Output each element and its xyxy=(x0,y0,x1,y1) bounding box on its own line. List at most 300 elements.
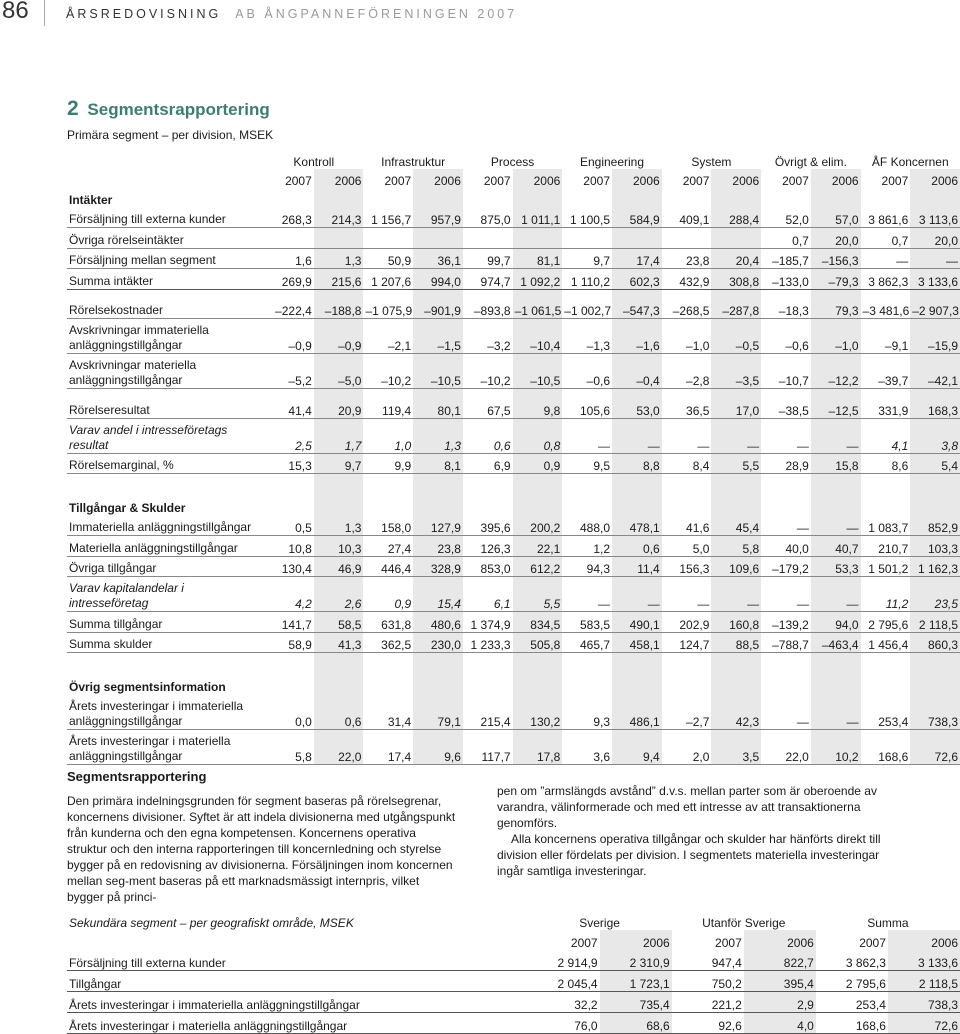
cell-value: 215,6 xyxy=(314,269,364,290)
cell-value: 2 310,9 xyxy=(600,950,672,971)
row-label: Avskrivningar immateriella anläggningstillgångar xyxy=(67,319,264,354)
cell-value: 3 862,3 xyxy=(816,950,888,971)
cell-value: 490,1 xyxy=(612,612,662,633)
geo-table-body xyxy=(67,950,960,1034)
cell-value: 156,3 xyxy=(662,556,712,577)
cell-value: –2 907,3 xyxy=(910,299,960,319)
cell-value: –156,3 xyxy=(811,248,861,269)
cell-value: –1,0 xyxy=(662,319,712,354)
geo-year-header: 2007 xyxy=(570,936,598,950)
table-row xyxy=(67,729,960,764)
division-header: System xyxy=(691,155,732,169)
cell-value: 738,3 xyxy=(888,992,960,1013)
cell-value: 253,4 xyxy=(861,695,911,730)
cell-value xyxy=(761,188,811,208)
division-header-row xyxy=(67,150,960,169)
cell-value xyxy=(612,188,662,208)
cell-value: 395,6 xyxy=(463,516,513,536)
cell-value: 23,8 xyxy=(413,536,463,557)
cell-value: –0,5 xyxy=(711,319,761,354)
cell-value: 76,0 xyxy=(528,1013,600,1034)
cell-value: 631,8 xyxy=(363,612,413,633)
cell-value xyxy=(264,228,314,249)
cell-value: 409,1 xyxy=(662,208,712,228)
cell-value: 0,7 xyxy=(861,228,911,249)
table-row xyxy=(67,695,960,730)
cell-value xyxy=(861,675,911,695)
cell-value: 2 118,5 xyxy=(888,971,960,992)
spacer-row xyxy=(67,474,960,497)
cell-value: 3 133,6 xyxy=(910,269,960,290)
cell-value: 1 110,2 xyxy=(562,269,612,290)
table-row xyxy=(67,950,960,971)
cell-value: 834,5 xyxy=(513,612,563,633)
section-subtitle: Primära segment – per division, MSEK xyxy=(67,128,274,142)
cell-value xyxy=(413,675,463,695)
table-row xyxy=(67,516,960,536)
cell-value: 269,9 xyxy=(264,269,314,290)
cell-value xyxy=(861,496,911,516)
cell-value: 9,8 xyxy=(513,398,563,418)
cell-value: 27,4 xyxy=(363,536,413,557)
cell-value: 750,2 xyxy=(672,971,744,992)
cell-value: 8,6 xyxy=(861,453,911,474)
cell-value: 2 914,9 xyxy=(528,950,600,971)
table-row xyxy=(67,675,960,695)
cell-value xyxy=(612,675,662,695)
cell-value: 268,3 xyxy=(264,208,314,228)
cell-value: 22,0 xyxy=(314,729,364,764)
cell-value: –3,2 xyxy=(463,319,513,354)
cell-value: 3 133,6 xyxy=(888,950,960,971)
cell-value: 5,5 xyxy=(711,453,761,474)
cell-value: 446,4 xyxy=(363,556,413,577)
cell-value: 105,6 xyxy=(562,398,612,418)
cell-value: –1,3 xyxy=(562,319,612,354)
cell-value: 15,8 xyxy=(811,453,861,474)
cell-value xyxy=(711,188,761,208)
cell-value xyxy=(910,496,960,516)
geo-year-row xyxy=(67,930,960,950)
cell-value: 160,8 xyxy=(711,612,761,633)
cell-value: 9,6 xyxy=(413,729,463,764)
geo-year-header: 2006 xyxy=(931,936,958,950)
section-number: 2 xyxy=(67,97,79,120)
cell-value: 109,6 xyxy=(711,556,761,577)
cell-value: 11,2 xyxy=(861,577,911,612)
row-label: Rörelsemarginal, % xyxy=(67,453,264,474)
page-header xyxy=(0,0,960,26)
cell-value: 0,6 xyxy=(463,418,513,453)
cell-value: 2 045,4 xyxy=(528,971,600,992)
cell-value: 4,0 xyxy=(744,1013,816,1034)
cell-value: 6,1 xyxy=(463,577,513,612)
row-label: Rörelsekostnader xyxy=(67,299,264,319)
cell-value xyxy=(264,496,314,516)
cell-value: –547,3 xyxy=(612,299,662,319)
dash-value: — xyxy=(761,516,811,536)
cell-value: 5,5 xyxy=(513,577,563,612)
row-label: Varav andel i intresseföretags resultat xyxy=(67,418,264,453)
cell-value: 72,6 xyxy=(910,729,960,764)
cell-value: 28,9 xyxy=(761,453,811,474)
cell-value: 0,6 xyxy=(612,536,662,557)
dash-value: — xyxy=(761,695,811,730)
cell-value: –1,0 xyxy=(811,319,861,354)
cell-value: 158,0 xyxy=(363,516,413,536)
cell-value: 88,5 xyxy=(711,632,761,653)
cell-value xyxy=(761,675,811,695)
cell-value: –0,4 xyxy=(612,354,662,389)
cell-value: 23,8 xyxy=(662,248,712,269)
cell-value: 505,8 xyxy=(513,632,563,653)
cell-value xyxy=(761,496,811,516)
cell-value: 0,9 xyxy=(363,577,413,612)
cell-value: 79,3 xyxy=(811,299,861,319)
notes-title: Segmentsrapportering xyxy=(67,769,207,784)
cell-value: 602,3 xyxy=(612,269,662,290)
cell-value: 92,6 xyxy=(672,1013,744,1034)
cell-value: 9,7 xyxy=(314,453,364,474)
cell-value: 40,7 xyxy=(811,536,861,557)
cell-value: –3 481,6 xyxy=(861,299,911,319)
table-row xyxy=(67,228,960,249)
geo-group-header: Summa xyxy=(867,916,909,930)
table-row xyxy=(67,208,960,228)
cell-value xyxy=(513,228,563,249)
cell-value: –1 075,9 xyxy=(363,299,413,319)
company-name: AB ÅNGPANNEFÖRENINGEN 2007 xyxy=(235,7,518,21)
cell-value: 57,0 xyxy=(811,208,861,228)
cell-value: 583,5 xyxy=(562,612,612,633)
cell-value: 52,0 xyxy=(761,208,811,228)
year-header: 2006 xyxy=(931,174,958,188)
cell-value: 15,3 xyxy=(264,453,314,474)
cell-value: 2,0 xyxy=(662,729,712,764)
notes-paragraph-1: Den primära indelningsgrunden för segment baseras på rörelsegrenar, koncernens divisioner. Syftet är att indela divisionerna med utgångspunkt från kunderna och den egna kompetensen. Koncernens operativa struktur och den interna rapporteringen till koncernledning och styrelse bygger på en redovisning av divisionerna. Försäljningen inom koncernen mellan seg-ment baseras på ett marknadsmässigt internpris, vilket bygger på princi- xyxy=(67,794,456,904)
cell-value: –12,5 xyxy=(811,398,861,418)
cell-value: 4,2 xyxy=(264,577,314,612)
cell-value: –38,5 xyxy=(761,398,811,418)
cell-value: 117,7 xyxy=(463,729,513,764)
page-number: 86 xyxy=(2,0,29,24)
division-header: Infrastruktur xyxy=(381,155,446,169)
division-header: Övrigt & elim. xyxy=(774,155,847,169)
dash-value: — xyxy=(711,418,761,453)
cell-value: 458,1 xyxy=(612,632,662,653)
cell-value: 1,7 xyxy=(314,418,364,453)
cell-value: 20,4 xyxy=(711,248,761,269)
cell-value: 168,6 xyxy=(861,729,911,764)
cell-value: –893,8 xyxy=(463,299,513,319)
cell-value: –79,3 xyxy=(811,269,861,290)
cell-value: 1,6 xyxy=(264,248,314,269)
cell-value: 9,5 xyxy=(562,453,612,474)
table-row xyxy=(67,299,960,319)
geo-group-row xyxy=(67,910,960,930)
notes-column-1 xyxy=(67,793,457,905)
cell-value xyxy=(562,228,612,249)
cell-value: 1 162,3 xyxy=(910,556,960,577)
cell-value: 584,9 xyxy=(612,208,662,228)
year-header-row xyxy=(67,169,960,188)
cell-value xyxy=(662,496,712,516)
cell-value: –901,9 xyxy=(413,299,463,319)
cell-value: 130,2 xyxy=(513,695,563,730)
cell-value: –15,9 xyxy=(910,319,960,354)
cell-value xyxy=(264,188,314,208)
cell-value: 103,3 xyxy=(910,536,960,557)
cell-value: 8,4 xyxy=(662,453,712,474)
cell-value xyxy=(363,188,413,208)
year-header: 2007 xyxy=(583,174,610,188)
row-label: Årets investeringar i materiella anläggningstillgångar xyxy=(67,1013,528,1034)
cell-value: 17,4 xyxy=(363,729,413,764)
section-title-text: Segmentsrapportering xyxy=(87,100,270,119)
cell-value: 10,3 xyxy=(314,536,364,557)
cell-value xyxy=(463,228,513,249)
cell-value xyxy=(513,496,563,516)
cell-value: 168,3 xyxy=(910,398,960,418)
cell-value: 480,6 xyxy=(413,612,463,633)
cell-value: 486,1 xyxy=(612,695,662,730)
year-header: 2007 xyxy=(881,174,909,188)
cell-value: 215,4 xyxy=(463,695,513,730)
cell-value: 20,0 xyxy=(910,228,960,249)
cell-value: 875,0 xyxy=(463,208,513,228)
cell-value: 53,0 xyxy=(612,398,662,418)
dash-value: — xyxy=(711,577,761,612)
cell-value: 9,7 xyxy=(562,248,612,269)
cell-value: 2,9 xyxy=(744,992,816,1013)
cell-value: 94,3 xyxy=(562,556,612,577)
cell-value: 202,9 xyxy=(662,612,712,633)
table-row xyxy=(67,453,960,474)
cell-value: 5,8 xyxy=(711,536,761,557)
cell-value: 11,4 xyxy=(612,556,662,577)
table-row xyxy=(67,496,960,516)
cell-value: 1,3 xyxy=(314,248,364,269)
cell-value: 22,0 xyxy=(761,729,811,764)
cell-value xyxy=(413,188,463,208)
cell-value xyxy=(711,228,761,249)
segment-table xyxy=(67,150,960,765)
cell-value xyxy=(314,675,364,695)
geo-year-header: 2007 xyxy=(715,936,742,950)
cell-value: 1 011,1 xyxy=(513,208,563,228)
cell-value: –2,7 xyxy=(662,695,712,730)
cell-value: 8,1 xyxy=(413,453,463,474)
cell-value: 15,4 xyxy=(413,577,463,612)
cell-value: 362,5 xyxy=(363,632,413,653)
year-header: 2007 xyxy=(384,174,412,188)
division-header: ÅF Koncernen xyxy=(871,155,949,169)
cell-value: 214,3 xyxy=(314,208,364,228)
cell-value: –222,4 xyxy=(264,299,314,319)
row-label: Materiella anläggningstillgångar xyxy=(67,536,264,557)
row-label: Tillgångar xyxy=(67,971,528,992)
cell-value: –10,7 xyxy=(761,354,811,389)
dash-value: — xyxy=(562,577,612,612)
cell-value: 23,5 xyxy=(910,577,960,612)
row-label: Summa tillgångar xyxy=(67,612,264,633)
segment-table-body xyxy=(67,188,960,764)
notes-paragraph-3: Alla koncernens operativa tillgångar och skulder har hänförts direkt till division eller fördelats per division. I segmentets materiella investeringar ingår samtliga investeringar. xyxy=(497,832,881,878)
cell-value: –42,1 xyxy=(910,354,960,389)
year-header: 2007 xyxy=(285,174,312,188)
row-label: Övriga rörelseintäkter xyxy=(67,228,264,249)
table-row xyxy=(67,632,960,653)
cell-value xyxy=(513,675,563,695)
dash-value: — xyxy=(612,577,662,612)
cell-value: 822,7 xyxy=(744,950,816,971)
cell-value xyxy=(711,496,761,516)
cell-value xyxy=(811,496,861,516)
table-row xyxy=(67,269,960,290)
geo-year-header: 2007 xyxy=(859,936,886,950)
table-row xyxy=(67,418,960,453)
cell-value: –5,2 xyxy=(264,354,314,389)
notes-paragraph-2: pen om ”armslängds avstånd” d.v.s. mellan parter som är oberoende av varandra, välinformerade och med ett intresse av att transaktionerna genomförs. xyxy=(497,784,877,830)
cell-value: 42,3 xyxy=(711,695,761,730)
division-header: Process xyxy=(490,155,535,169)
cell-value: 2 795,6 xyxy=(861,612,911,633)
dash-value: — xyxy=(662,418,712,453)
geo-group-header: Utanför Sverige xyxy=(702,916,786,930)
dash-value: — xyxy=(861,248,911,269)
cell-value: 58,9 xyxy=(264,632,314,653)
cell-value: 3 113,6 xyxy=(910,208,960,228)
cell-value: 200,2 xyxy=(513,516,563,536)
cell-value: 124,7 xyxy=(662,632,712,653)
table-row xyxy=(67,398,960,418)
cell-value xyxy=(314,188,364,208)
cell-value: 947,4 xyxy=(672,950,744,971)
cell-value: –9,1 xyxy=(861,319,911,354)
cell-value: –0,6 xyxy=(562,354,612,389)
cell-value: –133,0 xyxy=(761,269,811,290)
cell-value xyxy=(562,496,612,516)
cell-value xyxy=(811,188,861,208)
notes-column-2 xyxy=(497,783,882,879)
cell-value: 80,1 xyxy=(413,398,463,418)
cell-value: –10,4 xyxy=(513,319,563,354)
cell-value: 612,2 xyxy=(513,556,563,577)
cell-value: 0,8 xyxy=(513,418,563,453)
row-label: Övriga tillgångar xyxy=(67,556,264,577)
year-header: 2006 xyxy=(732,174,760,188)
cell-value xyxy=(363,228,413,249)
cell-value: 253,4 xyxy=(816,992,888,1013)
geo-group-header: Sverige xyxy=(579,916,620,930)
dash-value: — xyxy=(761,418,811,453)
header-title xyxy=(66,7,517,21)
cell-value: –1,6 xyxy=(612,319,662,354)
year-header: 2006 xyxy=(831,174,859,188)
cell-value xyxy=(264,675,314,695)
cell-value: 478,1 xyxy=(612,516,662,536)
cell-value: 5,0 xyxy=(662,536,712,557)
cell-value xyxy=(662,675,712,695)
cell-value: –12,2 xyxy=(811,354,861,389)
cell-value: 230,0 xyxy=(413,632,463,653)
row-label: Avskrivningar materiella anläggningstillgångar xyxy=(67,354,264,389)
cell-value: 0,9 xyxy=(513,453,563,474)
cell-value: 0,0 xyxy=(264,695,314,730)
row-label: Rörelseresultat xyxy=(67,398,264,418)
cell-value: 853,0 xyxy=(463,556,513,577)
cell-value: 3 861,6 xyxy=(861,208,911,228)
row-label: Intäkter xyxy=(69,192,113,207)
cell-value: 488,0 xyxy=(562,516,612,536)
row-label: Övrig segmentsinformation xyxy=(69,679,226,694)
spacer-row xyxy=(67,653,960,676)
cell-value xyxy=(413,496,463,516)
cell-value: –179,2 xyxy=(761,556,811,577)
cell-value: 68,6 xyxy=(600,1013,672,1034)
table-row xyxy=(67,971,960,992)
row-label: Försäljning till externa kunder xyxy=(67,208,264,228)
cell-value: 1 083,7 xyxy=(861,516,911,536)
cell-value xyxy=(363,675,413,695)
cell-value xyxy=(463,496,513,516)
dash-value: — xyxy=(811,418,861,453)
dash-value: — xyxy=(612,418,662,453)
cell-value xyxy=(463,675,513,695)
cell-value: 328,9 xyxy=(413,556,463,577)
cell-value: 119,4 xyxy=(363,398,413,418)
cell-value: 308,8 xyxy=(711,269,761,290)
cell-value: 9,9 xyxy=(363,453,413,474)
cell-value: 40,0 xyxy=(761,536,811,557)
cell-value: 3,6 xyxy=(562,729,612,764)
cell-value: 1 100,5 xyxy=(562,208,612,228)
row-label: Varav kapitalandelar i intresseföretag xyxy=(67,577,264,612)
year-header: 2007 xyxy=(483,174,511,188)
year-header: 2006 xyxy=(633,174,660,188)
cell-value: 0,6 xyxy=(314,695,364,730)
cell-value: 3 862,3 xyxy=(861,269,911,290)
cell-value: 6,9 xyxy=(463,453,513,474)
table-row xyxy=(67,319,960,354)
cell-value: 36,5 xyxy=(662,398,712,418)
cell-value: –788,7 xyxy=(761,632,811,653)
row-label: Summa skulder xyxy=(67,632,264,653)
cell-value: 20,9 xyxy=(314,398,364,418)
division-header: Kontroll xyxy=(293,155,335,169)
row-label: Årets investeringar i immateriella anläggningstillgångar xyxy=(67,695,264,730)
cell-value: 79,1 xyxy=(413,695,463,730)
dash-value: — xyxy=(562,418,612,453)
cell-value: –2,8 xyxy=(662,354,712,389)
cell-value: 957,9 xyxy=(413,208,463,228)
cell-value: –1,5 xyxy=(413,319,463,354)
header-divider xyxy=(44,0,45,26)
cell-value: 1 233,3 xyxy=(463,632,513,653)
row-label: Tillgångar & Skulder xyxy=(69,500,186,515)
cell-value: 2 118,5 xyxy=(910,612,960,633)
cell-value: 1,3 xyxy=(413,418,463,453)
cell-value: 8,8 xyxy=(612,453,662,474)
table-row xyxy=(67,536,960,557)
cell-value: 41,6 xyxy=(662,516,712,536)
cell-value: 50,9 xyxy=(363,248,413,269)
cell-value xyxy=(612,228,662,249)
cell-value: 20,0 xyxy=(811,228,861,249)
cell-value: 1,3 xyxy=(314,516,364,536)
cell-value: 5,8 xyxy=(264,729,314,764)
cell-value: –10,2 xyxy=(363,354,413,389)
